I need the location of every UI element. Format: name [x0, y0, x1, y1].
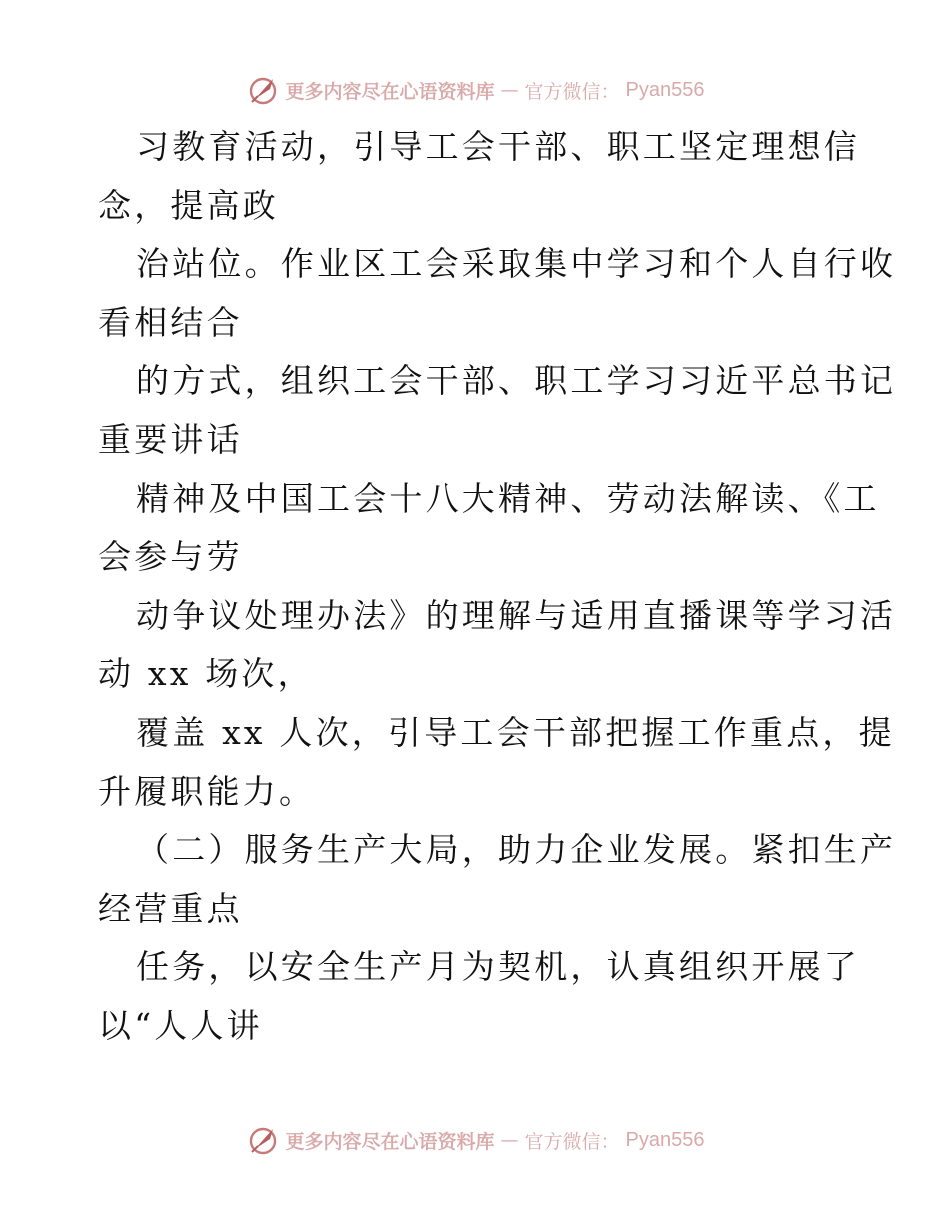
body-line: 重要讲话: [98, 419, 243, 459]
body-line: （二）服务生产大局，助力企业发展。紧扣生产: [136, 830, 897, 870]
body-line: 以“人人讲: [98, 1005, 263, 1045]
body-line: 任务，以安全生产月为契机，认真组织开展了: [136, 947, 860, 987]
body-line: 看相结合: [98, 302, 243, 342]
watermark-separator: —: [500, 1129, 519, 1151]
footer-watermark: [0, 1120, 950, 1160]
body-line: 经营重点: [98, 888, 243, 928]
body-line: 升履职能力。: [98, 771, 316, 811]
body-line: 习教育活动，引导工会干部、职工坚定理想信: [136, 127, 860, 166]
body-line: 覆盖 xx 人次，引导工会干部把握工作重点，提: [136, 712, 895, 752]
watermark-site-text: 更多内容尽在心语资料库: [285, 80, 495, 103]
watermark-wechat-label: 官方微信：: [524, 1130, 620, 1153]
watermark-wechat-label: 官方微信：: [524, 80, 620, 103]
watermark-separator: —: [500, 79, 519, 101]
body-line: 念，提高政: [98, 185, 279, 225]
body-line: 的方式，组织工会干部、职工学习习近平总书记: [136, 361, 897, 401]
quill-pen-circle-icon: [246, 1123, 280, 1157]
watermark-wechat-id: Pyan556: [625, 1128, 705, 1151]
body-line: 治站位。作业区工会采取集中学习和个人自行收: [136, 244, 897, 284]
body-line: 动争议处理办法》的理解与适用直播课等学习活: [136, 595, 897, 635]
body-line: 精神及中国工会十八大精神、劳动法解读、《工: [136, 478, 880, 518]
body-line: 动 xx 场次，: [98, 654, 314, 694]
watermark-site-text: 更多内容尽在心语资料库: [285, 1130, 495, 1153]
quill-pen-circle-icon: [246, 73, 280, 107]
document-body: [98, 118, 897, 1056]
header-watermark: [0, 70, 950, 110]
watermark-wechat-id: Pyan556: [625, 78, 705, 101]
body-line: 会参与劳: [98, 537, 243, 577]
